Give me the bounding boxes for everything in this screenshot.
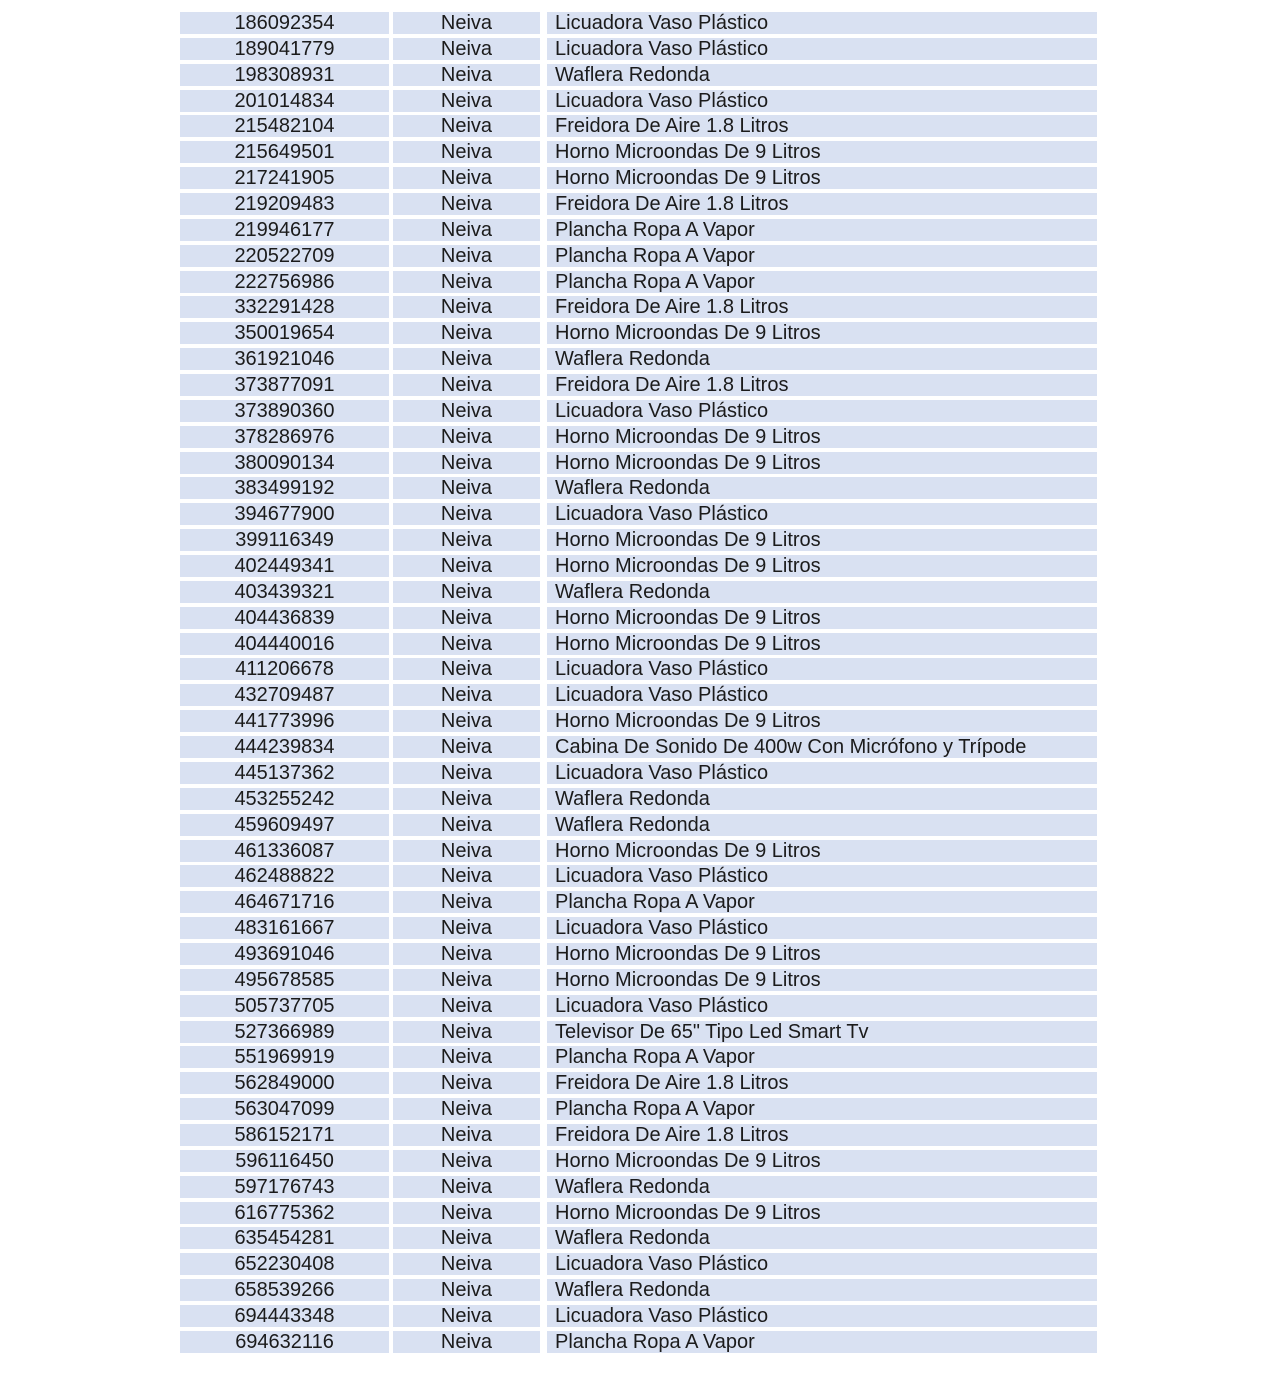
table-row [180,1202,1097,1224]
cell-city: Neiva [393,1124,540,1146]
table-row [180,1331,1097,1353]
cell-city: Neiva [393,115,540,137]
table-row [180,943,1097,965]
cell-product: Horno Microondas De 9 Litros [547,969,1097,991]
table-row [180,969,1097,991]
cell-order-id: 383499192 [180,477,389,499]
cell-city: Neiva [393,245,540,267]
cell-product: Waflera Redonda [547,581,1097,603]
cell-city: Neiva [393,167,540,189]
table-row [180,90,1097,112]
cell-product: Licuadora Vaso Plástico [547,762,1097,784]
cell-order-id: 652230408 [180,1253,389,1275]
cell-order-id: 586152171 [180,1124,389,1146]
cell-order-id: 432709487 [180,684,389,706]
cell-product: Freidora De Aire 1.8 Litros [547,193,1097,215]
cell-city: Neiva [393,555,540,577]
cell-order-id: 332291428 [180,296,389,318]
cell-product: Licuadora Vaso Plástico [547,865,1097,887]
cell-order-id: 399116349 [180,529,389,551]
cell-product: Licuadora Vaso Plástico [547,995,1097,1017]
cell-order-id: 403439321 [180,581,389,603]
cell-order-id: 495678585 [180,969,389,991]
cell-city: Neiva [393,1072,540,1094]
cell-city: Neiva [393,452,540,474]
table-row [180,348,1097,370]
table-row [180,167,1097,189]
cell-product: Horno Microondas De 9 Litros [547,529,1097,551]
cell-product: Horno Microondas De 9 Litros [547,633,1097,655]
cell-product: Plancha Ropa A Vapor [547,1098,1097,1120]
cell-product: Horno Microondas De 9 Litros [547,141,1097,163]
cell-product: Horno Microondas De 9 Litros [547,943,1097,965]
cell-city: Neiva [393,710,540,732]
cell-city: Neiva [393,633,540,655]
table-row [180,64,1097,86]
cell-product: Plancha Ropa A Vapor [547,245,1097,267]
table-row [180,1305,1097,1327]
cell-order-id: 616775362 [180,1202,389,1224]
cell-city: Neiva [393,529,540,551]
table-row [180,607,1097,629]
cell-order-id: 222756986 [180,271,389,293]
table-row [180,1150,1097,1172]
table-row [180,400,1097,422]
cell-order-id: 596116450 [180,1150,389,1172]
cell-city: Neiva [393,1279,540,1301]
cell-city: Neiva [393,1305,540,1327]
cell-order-id: 441773996 [180,710,389,732]
cell-city: Neiva [393,1331,540,1353]
cell-product: Plancha Ropa A Vapor [547,1331,1097,1353]
cell-product: Plancha Ropa A Vapor [547,271,1097,293]
cell-order-id: 373877091 [180,374,389,396]
cell-product: Waflera Redonda [547,814,1097,836]
cell-product: Freidora De Aire 1.8 Litros [547,1072,1097,1094]
cell-product: Horno Microondas De 9 Litros [547,426,1097,448]
cell-city: Neiva [393,1150,540,1172]
cell-city: Neiva [393,296,540,318]
cell-city: Neiva [393,271,540,293]
cell-city: Neiva [393,348,540,370]
cell-product: Licuadora Vaso Plástico [547,658,1097,680]
cell-city: Neiva [393,865,540,887]
table-row [180,38,1097,60]
cell-city: Neiva [393,943,540,965]
cell-city: Neiva [393,891,540,913]
cell-order-id: 562849000 [180,1072,389,1094]
table-row [180,193,1097,215]
cell-order-id: 378286976 [180,426,389,448]
table-row [180,555,1097,577]
cell-product: Plancha Ropa A Vapor [547,1046,1097,1068]
cell-city: Neiva [393,995,540,1017]
cell-order-id: 215482104 [180,115,389,137]
cell-product: Horno Microondas De 9 Litros [547,840,1097,862]
cell-city: Neiva [393,426,540,448]
cell-product: Waflera Redonda [547,477,1097,499]
cell-product: Waflera Redonda [547,788,1097,810]
cell-order-id: 694443348 [180,1305,389,1327]
cell-city: Neiva [393,1202,540,1224]
table-row [180,1253,1097,1275]
table-row [180,245,1097,267]
cell-city: Neiva [393,607,540,629]
table-row [180,633,1097,655]
table-row [180,1046,1097,1068]
table-row [180,1124,1097,1146]
cell-city: Neiva [393,840,540,862]
cell-order-id: 694632116 [180,1331,389,1353]
cell-order-id: 445137362 [180,762,389,784]
table-row [180,684,1097,706]
table-row [180,529,1097,551]
cell-product: Horno Microondas De 9 Litros [547,555,1097,577]
cell-order-id: 373890360 [180,400,389,422]
cell-order-id: 597176743 [180,1176,389,1198]
cell-product: Plancha Ropa A Vapor [547,219,1097,241]
cell-city: Neiva [393,38,540,60]
cell-order-id: 198308931 [180,64,389,86]
cell-order-id: 215649501 [180,141,389,163]
table-row [180,141,1097,163]
cell-order-id: 444239834 [180,736,389,758]
cell-order-id: 361921046 [180,348,389,370]
cell-order-id: 505737705 [180,995,389,1017]
cell-product: Waflera Redonda [547,348,1097,370]
table-row [180,1072,1097,1094]
cell-city: Neiva [393,193,540,215]
cell-city: Neiva [393,503,540,525]
table-row [180,12,1097,34]
cell-order-id: 217241905 [180,167,389,189]
table-row [180,581,1097,603]
cell-city: Neiva [393,477,540,499]
cell-order-id: 527366989 [180,1021,389,1043]
product-table [180,12,1097,1357]
table-row [180,1021,1097,1043]
cell-product: Horno Microondas De 9 Litros [547,607,1097,629]
cell-order-id: 394677900 [180,503,389,525]
cell-product: Waflera Redonda [547,1279,1097,1301]
table-row [180,710,1097,732]
cell-city: Neiva [393,969,540,991]
table-row [180,762,1097,784]
cell-order-id: 220522709 [180,245,389,267]
cell-order-id: 189041779 [180,38,389,60]
cell-product: Cabina De Sonido De 400w Con Micrófono y Trípode [547,736,1097,758]
cell-product: Freidora De Aire 1.8 Litros [547,374,1097,396]
table-row [180,271,1097,293]
cell-product: Licuadora Vaso Plástico [547,917,1097,939]
table-row [180,296,1097,318]
cell-product: Licuadora Vaso Plástico [547,503,1097,525]
cell-product: Horno Microondas De 9 Litros [547,452,1097,474]
table-row [180,1098,1097,1120]
table-row [180,219,1097,241]
cell-city: Neiva [393,762,540,784]
cell-city: Neiva [393,1227,540,1249]
table-row [180,1227,1097,1249]
cell-product: Waflera Redonda [547,64,1097,86]
cell-order-id: 402449341 [180,555,389,577]
cell-city: Neiva [393,322,540,344]
cell-product: Horno Microondas De 9 Litros [547,167,1097,189]
cell-product: Freidora De Aire 1.8 Litros [547,1124,1097,1146]
table-row [180,374,1097,396]
cell-order-id: 464671716 [180,891,389,913]
cell-order-id: 219946177 [180,219,389,241]
table-row [180,917,1097,939]
cell-product: Freidora De Aire 1.8 Litros [547,115,1097,137]
cell-city: Neiva [393,141,540,163]
cell-product: Licuadora Vaso Plástico [547,90,1097,112]
cell-city: Neiva [393,12,540,34]
cell-city: Neiva [393,1046,540,1068]
cell-order-id: 380090134 [180,452,389,474]
cell-order-id: 461336087 [180,840,389,862]
table-row [180,426,1097,448]
cell-city: Neiva [393,374,540,396]
cell-order-id: 551969919 [180,1046,389,1068]
cell-city: Neiva [393,1176,540,1198]
cell-city: Neiva [393,814,540,836]
table-row [180,736,1097,758]
cell-product: Plancha Ropa A Vapor [547,891,1097,913]
cell-product: Horno Microondas De 9 Litros [547,710,1097,732]
cell-city: Neiva [393,1021,540,1043]
cell-city: Neiva [393,736,540,758]
table-row [180,477,1097,499]
cell-order-id: 635454281 [180,1227,389,1249]
cell-order-id: 563047099 [180,1098,389,1120]
cell-city: Neiva [393,1098,540,1120]
cell-city: Neiva [393,788,540,810]
cell-order-id: 201014834 [180,90,389,112]
cell-product: Horno Microondas De 9 Litros [547,1150,1097,1172]
cell-product: Horno Microondas De 9 Litros [547,322,1097,344]
cell-product: Licuadora Vaso Plástico [547,400,1097,422]
cell-city: Neiva [393,658,540,680]
cell-product: Licuadora Vaso Plástico [547,1305,1097,1327]
cell-order-id: 404440016 [180,633,389,655]
table-row [180,788,1097,810]
cell-city: Neiva [393,684,540,706]
cell-order-id: 462488822 [180,865,389,887]
cell-product: Licuadora Vaso Plástico [547,12,1097,34]
table-row [180,503,1097,525]
cell-city: Neiva [393,219,540,241]
cell-order-id: 453255242 [180,788,389,810]
cell-product: Licuadora Vaso Plástico [547,1253,1097,1275]
cell-city: Neiva [393,400,540,422]
table-row [180,840,1097,862]
cell-product: Licuadora Vaso Plástico [547,684,1097,706]
cell-order-id: 658539266 [180,1279,389,1301]
table-row [180,658,1097,680]
cell-product: Freidora De Aire 1.8 Litros [547,296,1097,318]
cell-order-id: 411206678 [180,658,389,680]
table-row [180,1176,1097,1198]
table-row [180,865,1097,887]
table-row [180,814,1097,836]
cell-order-id: 186092354 [180,12,389,34]
table-row [180,115,1097,137]
cell-product: Licuadora Vaso Plástico [547,38,1097,60]
cell-order-id: 483161667 [180,917,389,939]
cell-city: Neiva [393,90,540,112]
cell-order-id: 219209483 [180,193,389,215]
table-row [180,322,1097,344]
cell-order-id: 493691046 [180,943,389,965]
table-row [180,891,1097,913]
cell-product: Televisor De 65" Tipo Led Smart Tv [547,1021,1097,1043]
table-row [180,995,1097,1017]
cell-order-id: 404436839 [180,607,389,629]
cell-order-id: 459609497 [180,814,389,836]
cell-order-id: 350019654 [180,322,389,344]
table-row [180,452,1097,474]
cell-city: Neiva [393,1253,540,1275]
cell-product: Waflera Redonda [547,1176,1097,1198]
table-row [180,1279,1097,1301]
cell-city: Neiva [393,581,540,603]
cell-city: Neiva [393,917,540,939]
cell-product: Waflera Redonda [547,1227,1097,1249]
cell-city: Neiva [393,64,540,86]
cell-product: Horno Microondas De 9 Litros [547,1202,1097,1224]
